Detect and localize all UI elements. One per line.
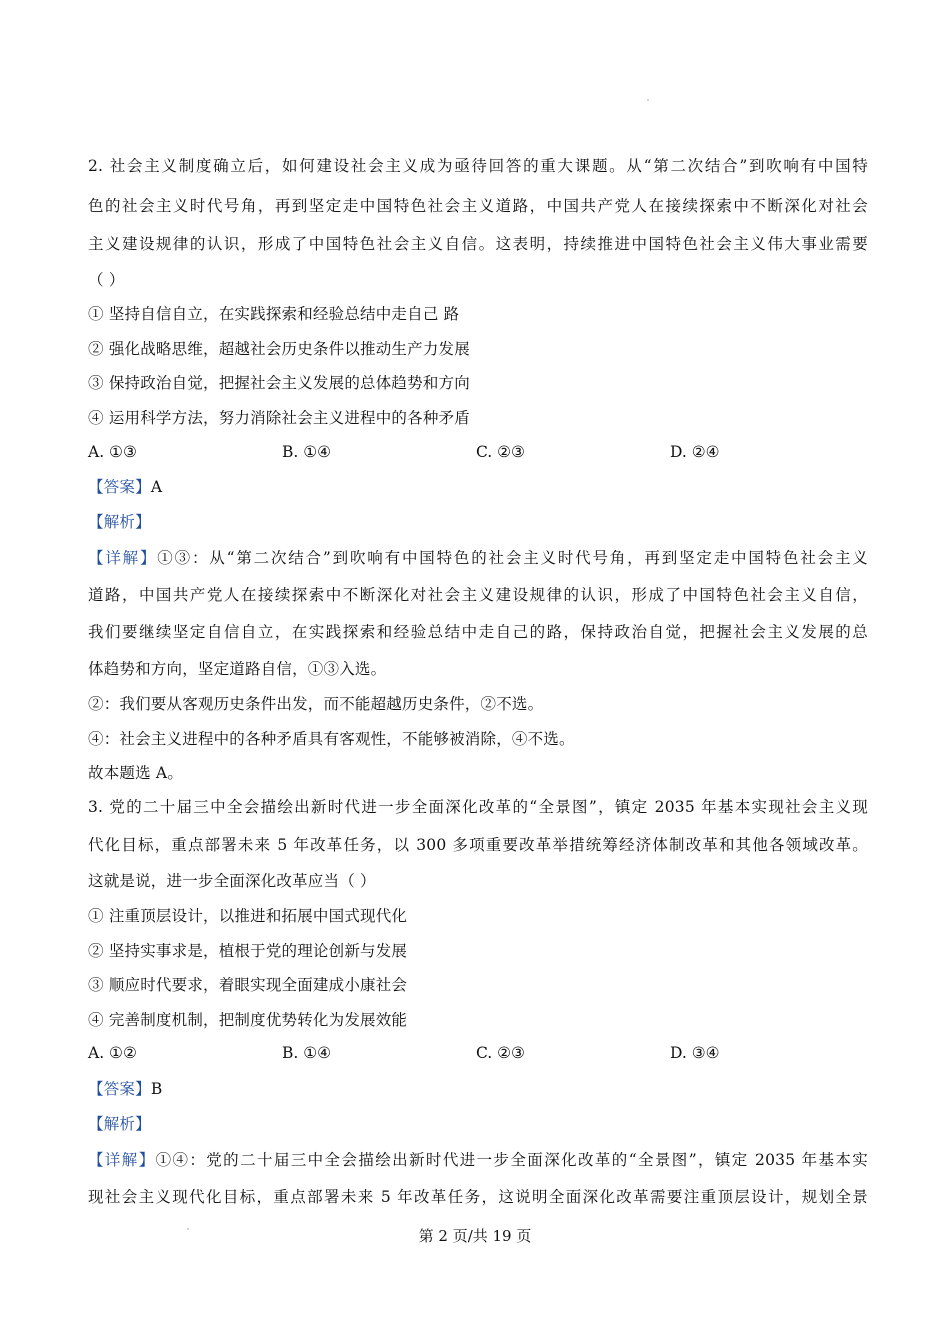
detail-line: ②：我们要从客观历史条件出发，而不能超越历史条件，②不选。 <box>88 695 544 713</box>
detail-line: 道路，中国共产党人在接续探索中不断深化对社会主义建设规律的认识，形成了中国特色社会主义自信， <box>88 586 868 604</box>
statement-4: ④ 运用科学方法，努力消除社会主义进程中的各种矛盾 <box>88 409 470 427</box>
question-stem-line: 3. 党的二十届三中全会描绘出新时代进一步全面深化改革的“全景图”，镇定 2035 年基本实现社会主义现 <box>88 798 868 816</box>
statement-2: ② 强化战略思维，超越社会历史条件以推动生产力发展 <box>88 340 470 358</box>
detail-line: ④：社会主义进程中的各种矛盾具有客观性，不能够被消除，④不选。 <box>88 730 575 748</box>
detail-line: 现社会主义现代化目标，重点部署未来 5 年改革任务，这说明全面深化改革需要注重顶层设计，规划全景 <box>88 1188 868 1206</box>
detail-line: 我们要继续坚定自信自立，在实践探索和经验总结中走自己的路，保持政治自觉，把握社会主义发展的总 <box>88 623 868 641</box>
answer-line <box>88 477 868 497</box>
answer-line <box>88 1079 868 1099</box>
detail-line <box>88 1150 868 1170</box>
answer-blank: （ ） <box>88 271 125 289</box>
option-a: A. ①③ <box>88 443 137 461</box>
analysis-tag: 【解析】 <box>88 513 151 531</box>
option-d: D. ②④ <box>670 443 720 461</box>
statement-1: ① 注重顶层设计，以推进和拓展中国式现代化 <box>88 907 408 925</box>
statement-3: ③ 保持政治自觉，把握社会主义发展的总体趋势和方向 <box>88 374 470 392</box>
statement-3: ③ 顺应时代要求，着眼实现全面建成小康社会 <box>88 976 408 994</box>
detail-line: 体趋势和方向，坚定道路自信，①③入选。 <box>88 660 387 678</box>
detail-text: ①④：党的二十届三中全会描绘出新时代进一步全面深化改革的“全景图”，镇定 2035 年基本实 <box>155 1151 868 1169</box>
detail-tag: 【详解】 <box>88 549 158 567</box>
option-d: D. ③④ <box>670 1044 720 1062</box>
statement-1: ① 坚持自信自立，在实践探索和经验总结中走自己 路 <box>88 305 460 323</box>
answer-value: A <box>150 478 163 496</box>
analysis-tag: 【解析】 <box>88 1115 151 1133</box>
statement-2: ② 坚持实事求是，植根于党的理论创新与发展 <box>88 942 408 960</box>
answer-tag: 【答案】 <box>88 478 151 496</box>
option-b: B. ①④ <box>282 1044 332 1062</box>
question-stem-line: 2. 社会主义制度确立后，如何建设社会主义成为亟待回答的重大课题。从“第二次结合”到吹响有中国特 <box>88 157 868 175</box>
option-c: C. ②③ <box>476 443 525 461</box>
detail-line <box>88 548 868 568</box>
question-stem-line: 色的社会主义时代号角，再到坚定走中国特色社会主义道路，中国共产党人在接续探索中不断深化对社会 <box>88 197 868 215</box>
detail-text: ①③：从“第二次结合”到吹响有中国特色的社会主义时代号角，再到坚定走中国特色社会主义 <box>157 549 868 567</box>
answer-tag: 【答案】 <box>88 1080 151 1098</box>
statement-4: ④ 完善制度机制，把制度优势转化为发展效能 <box>88 1011 408 1029</box>
question-stem-line: 主义建设规律的认识，形成了中国特色社会主义自信。这表明，持续推进中国特色社会主义伟大事业需要 <box>88 235 868 253</box>
question-stem-line: 这就是说，进一步全面深化改革应当（ ） <box>88 872 376 890</box>
answer-value: B <box>150 1080 163 1098</box>
option-b: B. ①④ <box>282 443 332 461</box>
option-a: A. ①② <box>88 1044 137 1062</box>
option-c: C. ②③ <box>476 1044 525 1062</box>
scan-speck <box>647 99 649 101</box>
question-stem-line: 代化目标，重点部署未来 5 年改革任务，以 300 多项重要改革举措统筹经济体制改革和其他各领域改革。 <box>88 836 868 854</box>
analysis-line <box>88 512 868 532</box>
conclusion-line: 故本题选 A。 <box>88 764 184 782</box>
detail-tag: 【详解】 <box>88 1151 156 1169</box>
analysis-line <box>88 1114 868 1134</box>
page-footer: 第 2 页/共 19 页 <box>418 1227 532 1245</box>
